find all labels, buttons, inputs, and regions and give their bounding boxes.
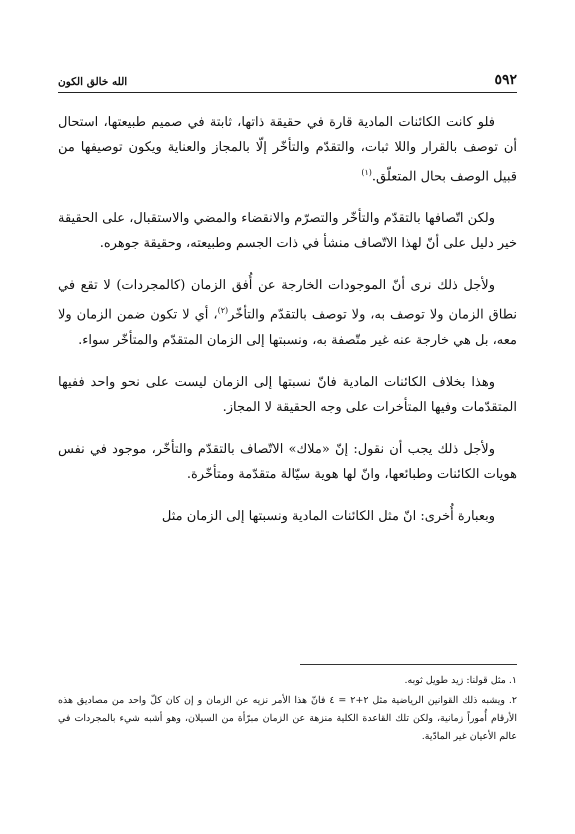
footnotes — [58, 672, 517, 748]
footnote-2: ٢. ويشبه ذلك القوانين الرياضية مثل ٢+٢ = ٤ فانّ هذا الأمر نزيه عن الزمان و إن كان كلّ واحد من مصاديق هذه الأرقام أُموراً زمانية، ولكن تلك القاعدة الكلية منزهة عن الزمان مبرّأة من السيلان، وهو أشبه شيء بالمجردات في عالم الأعيان غير المادّية. — [58, 695, 518, 742]
paragraph-6-text: وبعبارة أُخرى: انّ مثل الكائنات المادية ونسبتها إلى الزمان مثل — [161, 508, 495, 524]
footnote-1: ١. مثل قولنا: زيد طويل ثوبه. — [404, 675, 517, 686]
paragraph-5 — [58, 437, 517, 487]
page-number: ٥٩٢ — [494, 72, 517, 88]
footnote-ref-2: (٢) — [217, 306, 229, 316]
paragraph-1 — [58, 110, 517, 189]
paragraph-1-text: فلو كانت الكائنات المادية قارة في حقيقة ذاتها، ثابتة في صميم طبيعتها، استحال أن توصف بالقرار واللا ثبات، والتقدّم والتأخّر إلّا بالمجاز والعناية ويكون توصيفها من قبيل الوصف بحال المتعلّق. — [58, 115, 517, 185]
paragraph-4-text: وهذا بخلاف الكائنات المادية فانّ نسبتها إلى الزمان ليست على نحو واحد ففيها المتقدّمات وفيها المتأخرات على وجه الحقيقة لا المجاز. — [58, 374, 517, 415]
paragraph-3-text-start: ولأجل ذلك نرى أنّ الموجودات الخارجة عن أُفق الزمان (كالمجردات) لا تقع في نطاق الزمان ولا توصف به، ولا توصف بالتقدّم والتأخّر — [58, 278, 517, 323]
running-title: الله خالق الكون — [58, 76, 128, 88]
paragraph-2-text: ولكن اتّصافها بالتقدّم والتأخّر والتصرّم والانقضاء والمضي والاستقبال، على الحقيقة خير دليل على أنّ لهذا الاتّصاف منشأ في ذات الجسم وطبيعته، وحقيقة جوهره. — [58, 211, 517, 252]
footnote-divider — [300, 664, 517, 665]
paragraph-5-text: ولأجل ذلك يجب أن نقول: إنّ «ملاك» الاتّصاف بالتقدّم والتأخّر، موجود في نفس هويات الكائنات وطبائعها، وانّ لها هوية سيّالة متقدّمة ومتأخّرة. — [58, 441, 517, 482]
main-text — [58, 110, 517, 546]
paragraph-6 — [58, 504, 517, 529]
header-divider — [58, 92, 517, 93]
paragraph-2 — [58, 206, 517, 256]
paragraph-4 — [58, 370, 517, 420]
page-header — [58, 66, 517, 88]
footnote-ref-1: (١) — [361, 168, 372, 177]
paragraph-3 — [58, 273, 517, 352]
paragraph-3-text-end: ، أي لا تكون ضمن الزمان ولا معه، بل هي خارجة عنه غير متّصفة به، ونسبتها إلى الزمان المتقدّم والمتأخّر سواء. — [58, 307, 517, 348]
